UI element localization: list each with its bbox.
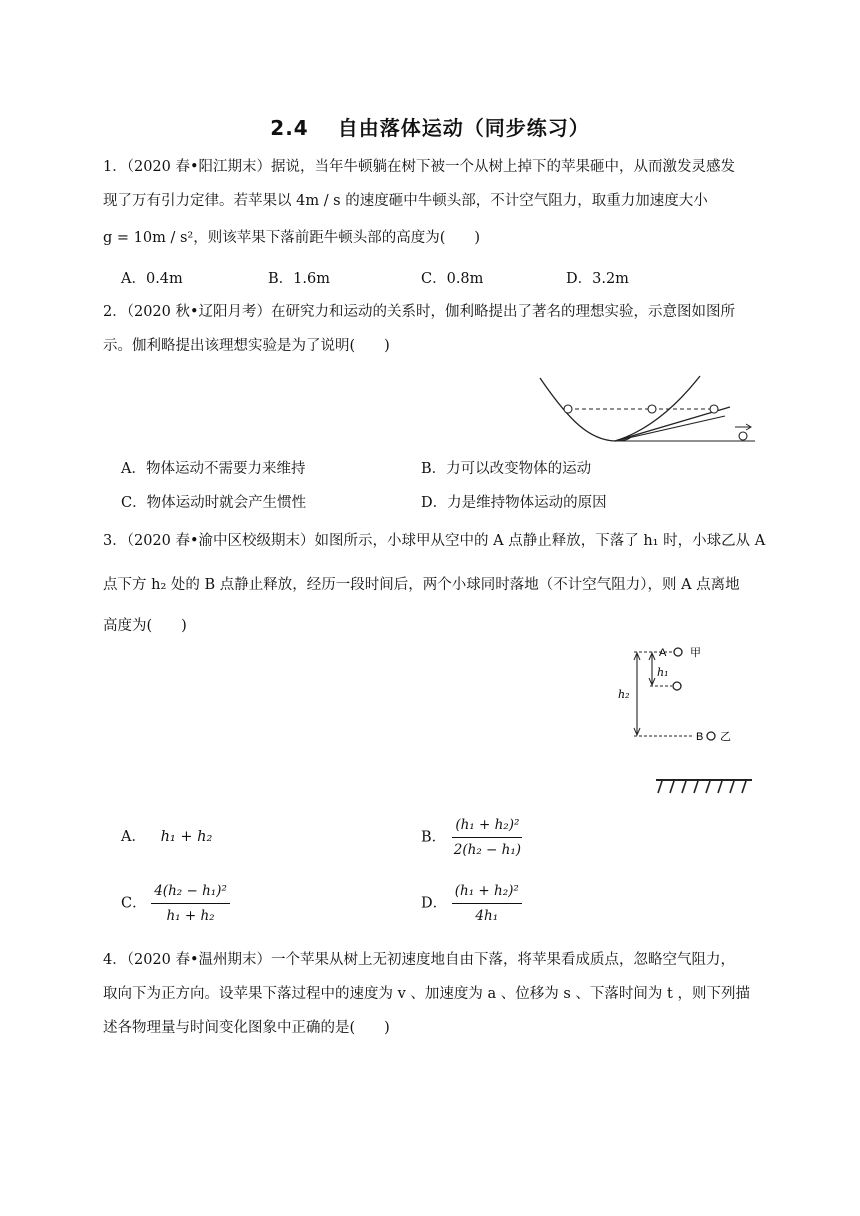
- q3-option-c-fraction: [151, 880, 230, 927]
- label-a: A: [659, 647, 667, 659]
- q4-line-2: 取向下为正方向。设苹果下落过程中的速度为 v 、加速度为 a 、位移为 s 、下落时间为 t ，则下列描: [103, 986, 750, 1002]
- q2-option-b[interactable]: B．力可以改变物体的运动: [421, 461, 592, 477]
- falling-balls-diagram: [612, 640, 760, 800]
- galileo-ramp-diagram: [530, 372, 760, 448]
- ball-jia-start: [674, 648, 682, 656]
- q3-option-b-fraction: [451, 814, 524, 861]
- q2-option-d[interactable]: D．力是维持物体运动的原因: [421, 495, 607, 511]
- q3-option-c[interactable]: [121, 880, 230, 927]
- q1-line-1: 1．（2020 春•阳江期末）据说，当年牛顿躺在树下被一个从树上掉下的苹果砸中，从而激发灵感发: [103, 159, 736, 175]
- q2-option-c[interactable]: C．物体运动时就会产生惯性: [121, 495, 307, 511]
- q3-line-3: 高度为( ): [103, 618, 187, 634]
- q3-option-c-denominator: h₁ + h₂: [166, 908, 215, 924]
- ball-medium: [710, 405, 718, 413]
- q1-line-3: g = 10m / s²，则该苹果下落前距牛顿头部的高度为( ): [103, 230, 481, 246]
- q3-option-d[interactable]: [421, 880, 522, 927]
- q1-option-a[interactable]: A．0.4m: [121, 271, 183, 287]
- q2-option-a[interactable]: A．物体运动不需要力来维持: [121, 461, 306, 477]
- q3-line-1: 3．（2020 春•渝中区校级期末）如图所示，小球甲从空中的 A 点静止释放，下落了 h₁ 时，小球乙从 A: [103, 533, 766, 549]
- page-title: 2.4 自由落体运动（同步练习）: [270, 116, 590, 140]
- q3-option-a[interactable]: [121, 826, 212, 848]
- q4-line-3: 述各物理量与时间变化图象中正确的是( ): [103, 1020, 390, 1036]
- q3-option-b-label: B．: [421, 829, 447, 846]
- q3-option-d-denominator: 4h₁: [475, 908, 499, 924]
- q1-option-b[interactable]: B．1.6m: [268, 271, 330, 287]
- ground-hatch: [658, 781, 746, 793]
- q1-option-c[interactable]: C．0.8m: [421, 271, 484, 287]
- label-h2: h₂: [618, 688, 630, 701]
- q3-option-b[interactable]: [421, 814, 524, 861]
- q2-line-1: 2．（2020 秋•辽阳月考）在研究力和运动的关系时，伽利略提出了著名的理想实验，示意图如图所: [103, 304, 736, 320]
- q3-option-c-label: C．: [121, 895, 147, 912]
- q3-option-a-label: A．: [121, 829, 146, 845]
- ball-steep: [648, 405, 656, 413]
- q1-option-d[interactable]: D．3.2m: [566, 271, 629, 287]
- label-h1: h₁: [657, 666, 669, 679]
- q3-option-a-expression: h₁ + h₂: [160, 829, 213, 845]
- q3-option-b-numerator: (h₁ + h₂)²: [452, 814, 522, 838]
- q3-option-b-denominator: 2(h₂ − h₁): [453, 842, 521, 858]
- q2-line-2: 示。伽利略提出该理想实验是为了说明( ): [103, 338, 390, 354]
- label-jia: 甲: [690, 646, 701, 659]
- q3-option-c-numerator: 4(h₂ − h₁)²: [151, 880, 230, 904]
- q3-option-d-fraction: [452, 880, 522, 927]
- ball-start: [564, 405, 572, 413]
- ball-yi: [707, 732, 715, 740]
- q3-line-2: 点下方 h₂ 处的 B 点静止释放，经历一段时间后，两个小球同时落地（不计空气阻力），则 A 点离地: [103, 577, 740, 593]
- ball-floor: [739, 432, 747, 440]
- q3-option-d-label: D．: [421, 895, 448, 912]
- ball-jia-fallen: [673, 682, 681, 690]
- label-b: B: [696, 731, 704, 743]
- q4-line-1: 4．（2020 春•温州期末）一个苹果从树上无初速度地自由下落，将苹果看成质点，忽略空气阻力，: [103, 952, 736, 968]
- label-yi: 乙: [720, 730, 731, 743]
- q1-line-2: 现了万有引力定律。若苹果以 4m / s 的速度砸中牛顿头部，不计空气阻力，取重力加速度大小: [103, 193, 708, 209]
- q3-option-d-numerator: (h₁ + h₂)²: [452, 880, 522, 904]
